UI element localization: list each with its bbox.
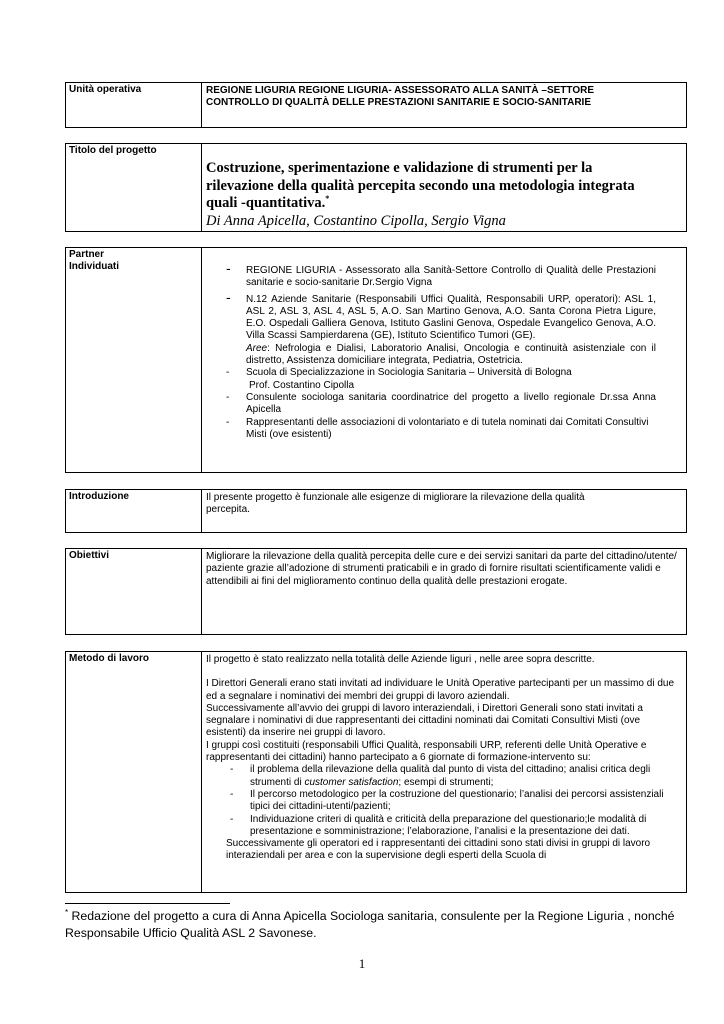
bullet2: Il percorso metodologico per la costruzione del questionario; l’analisi dei percorsi assistenziali tipici dei cittadini-utenti/pazienti;: [250, 788, 664, 813]
titolo-value: [202, 144, 686, 231]
introduzione-label: Introduzione: [66, 490, 202, 532]
list-item: - Consulente sociologa sanitaria coordinatrice del progetto a livello regionale Dr.ssa Anna Apicella: [226, 391, 656, 416]
unita-line-2: CONTROLLO DI QUALITÀ DELLE PRESTAZIONI SANITARIE E SOCIO-SANITARIE: [206, 97, 591, 109]
metodo-p2: I Direttori Generali erano stati invitati ad individuare le Unità Operative partecipanti per un massimo di due ed a segnalare i nominativi dei membri dei gruppi di lavoro aziendali.: [206, 678, 675, 702]
list-item: - Il percorso metodologico per la costruzione del questionario; l’analisi dei percorsi assistenziali tipici dei cittadini-utenti/pazienti;: [230, 788, 664, 813]
unita-operativa-label: Unità operativa: [66, 83, 202, 127]
partner-list: [206, 260, 656, 441]
footnote: [65, 908, 695, 942]
page-number: 1: [358, 956, 366, 971]
obiettivi-label: Obiettivi: [66, 549, 202, 634]
project-authors: Di Anna Apicella, Costantino Cipolla, Sergio Vigna: [206, 212, 506, 229]
footnote-mark: *: [325, 194, 330, 204]
obiettivi-value: Migliorare la rilevazione della qualità percepita delle cure e dei servizi sanitari da parte del cittadino/utente/ paziente grazie all’adozione di strumenti praticabili e in grado di fornire risultati scientificamente validi e attendibili ai fini del miglioramento continuo della qualità delle prestazioni erogate.: [206, 551, 677, 587]
metodo-list: [206, 764, 678, 838]
list-item: - Individuazione criteri di qualità e criticità della preparazione del questionario;le modalità di presentazione e somministrazione; l’elaborazione, l’analisi e la presentazione dei dati.: [230, 813, 647, 837]
metodo-table: [65, 651, 687, 893]
partner-item-text: Scuola di Specializzazione in Sociologia Sanitaria – Università di Bologna: [246, 367, 572, 379]
list-item: - N.12 Aziende Sanitarie (Responsabili Uffici Qualità, Responsabili URP, operatori): ASL 1, ASL 2, ASL 3, ASL 4, ASL 5, A.O. San Martino Genova, A.O. Santa Corona Pietra Ligure, E.O. Ospedali Galliera Genova, Istituto Gaslini Genova, Ospedale Evangelico Genova, A.O. Villa Scassi Sampierdarena (GE), Istituto Scientifico Tumori (GE). Aree: Nefrologia e Dialisi, Laboratorio Analisi, Oncologia e continuità asistenziale con il distretto, Assistenza domiciliare integrata, Pediatria, Ostetricia.: [226, 288, 656, 367]
partner-prof: Prof. Costantino Cipolla: [249, 379, 355, 391]
partner-item-text: Consulente sociologa sanitaria coordinatrice del progetto a livello regionale Dr.ssa Anna Apicella: [246, 391, 656, 416]
list-item: - il problema della rilevazione della qualità dal punto di vista del cittadino; analisi critica degli strumenti di customer satisfaction; esempi di strumenti;: [230, 764, 651, 788]
list-item: - Scuola di Specializzazione in Sociologia Sanitaria – Università di Bologna Prof. Costantino Cipolla: [226, 367, 572, 391]
partner-item-text: REGIONE LIGURIA - Assessorato alla Sanità-Settore Controllo di Qualità delle Prestazioni sanitarie e socio-sanitarie Dr.Sergio Vigna: [246, 265, 656, 289]
list-item: - REGIONE LIGURIA - Assessorato alla Sanità-Settore Controllo di Qualità delle Prestazioni sanitarie e socio-sanitarie Dr.Sergio Vigna: [226, 260, 656, 289]
footnote-text: Redazione del progetto a cura di Anna Apicella Sociologa sanitaria, consulente per la Regione Liguria , nonché Responsabile Ufficio Qualità ASL 2 Savonese.: [65, 909, 675, 940]
metodo-p3: Successivamente all’avvio dei gruppi di lavoro interaziendali, i Direttori Generali sono stati invitati a segnalare i nominativi di due rappresentanti dei cittadini nominati dai Comitati Consultivi Misti (ove esistenti) da inserire nei gruppi di lavoro.: [206, 702, 643, 739]
partner-label-line2: Individuati: [69, 261, 119, 272]
titolo-table: [65, 143, 687, 232]
partner-label: [66, 248, 202, 472]
titolo-label: Titolo del progetto: [66, 144, 202, 231]
aree-label: Aree: [246, 342, 268, 354]
metodo-value: [202, 652, 686, 892]
metodo-p4: I gruppi così costituiti (responsabili Uffici Qualità, responsabili URP, referenti delle Unità Operative e rappresentanti dei cittadini) hanno partecipato a 6 giornate di formazione-intervento su:: [206, 739, 647, 764]
bullet1-b: ; esempi di strumenti;: [398, 776, 494, 788]
footnote-separator: [65, 903, 230, 904]
introduzione-table: [65, 489, 687, 533]
introduzione-value: Il presente progetto è funzionale alle esigenze di migliorare la rilevazione della qualità percepita.: [206, 492, 585, 516]
metodo-label: Metodo di lavoro: [66, 652, 202, 892]
project-title: [206, 160, 636, 213]
partner-label-line1: Partner: [69, 249, 105, 260]
bullet1-a: il problema della rilevazione della qualità dal punto di vista del cittadino; analisi critica degli strumenti di: [250, 764, 651, 788]
metodo-p5: Successivamente gli operatori ed i rappresentanti dei cittadini sono stati divisi in gruppi di lavoro interaziendali per area e con la supervisione degli esperti della Scuola di: [226, 838, 651, 862]
footnote-mark: *: [65, 907, 69, 917]
partner-item-text: N.12 Aziende Sanitarie (Responsabili Uffici Qualità, Responsabili URP, operatori): ASL 1, ASL 2, ASL 3, ASL 4, ASL 5, A.O. San Martino Genova, A.O. Santa Corona Pietra Ligure, E.O. Ospedali Galliera Genova, Istituto Gaslini Genova, Ospedale Evangelico Genova, A.O. Villa Scassi Sampierdarena (GE), Istituto Scientifico Tumori (GE).: [246, 293, 656, 342]
bullet1-em: customer satisfaction: [304, 776, 399, 788]
unita-line-1: REGIONE LIGURIA REGIONE LIGURIA- ASSESSORATO ALLA SANITÀ –SETTORE: [206, 85, 594, 96]
obiettivi-table: [65, 548, 687, 635]
list-item: - Rappresentanti delle associazioni di volontariato e di tutela nominati dai Comitati Consultivi Misti (ove esistenti): [226, 416, 649, 440]
metodo-p1: Il progetto è stato realizzato nella totalità delle Aziende liguri , nelle aree sopra descritte.: [206, 654, 595, 665]
partner-table: [65, 247, 687, 473]
aree-text: : Nefrologia e Dialisi, Laboratorio Analisi, Oncologia e continuità asistenziale con il distretto, Assistenza domiciliare integrata, Pediatria, Ostetricia.: [246, 342, 656, 367]
bullet3: Individuazione criteri di qualità e criticità della preparazione del questionario;le modalità di presentazione e somministrazione; l’elaborazione, l’analisi e la presentazione dei dati.: [250, 813, 647, 837]
partner-item-text: Rappresentanti delle associazioni di volontariato e di tutela nominati dai Comitati Consultivi Misti (ove esistenti): [246, 416, 649, 440]
project-title-text: Costruzione, sperimentazione e validazione di strumenti per la rilevazione della qualità percepita secondo una metodologia integrata quali -quantitativa.: [206, 160, 635, 211]
partner-value: [202, 248, 686, 472]
unita-operativa-value: [202, 83, 686, 127]
unita-operativa-table: [65, 82, 687, 128]
